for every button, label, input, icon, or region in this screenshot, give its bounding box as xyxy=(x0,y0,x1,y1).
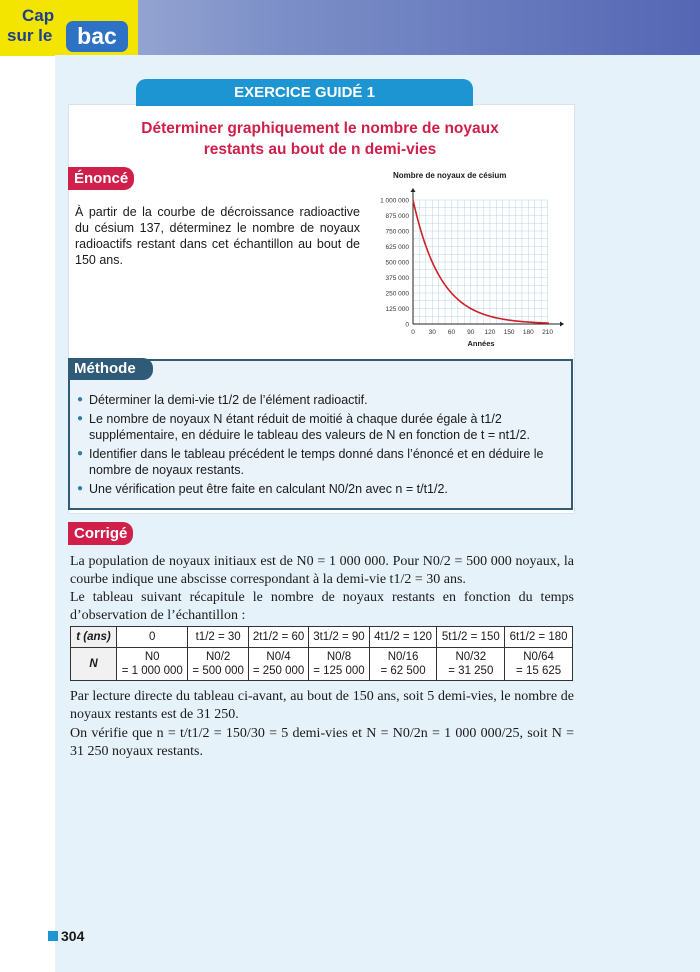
decay-chart xyxy=(368,164,568,354)
cell-top: N0 xyxy=(144,651,160,663)
table-row xyxy=(71,627,573,648)
logo xyxy=(0,0,138,56)
table-cell: 6t1/2 = 180 xyxy=(505,627,573,648)
corrige-paragraph-2: Le tableau suivant récapitule le nombre de noyaux restants en fonction du temps d’observation de l’échantillon : xyxy=(70,590,574,623)
cell-top: N0/32 xyxy=(455,651,487,663)
chart-xlabel: Années xyxy=(467,339,495,348)
table-cell xyxy=(369,648,437,681)
corrige-paragraph-4: On vérifie que n = t/t1/2 = 150/30 = 5 demi-vies et N = N0/2n = 1 000 000/25, soit N = 31 250 noyaux restants. xyxy=(70,726,574,759)
chart-yticks xyxy=(380,198,409,329)
cell-top: N0/2 xyxy=(206,651,231,663)
exercise-subtitle xyxy=(130,118,510,160)
results-table xyxy=(70,626,573,681)
chart-ytick-label: 375 000 xyxy=(385,275,409,282)
chart-xtick-label: 0 xyxy=(411,329,415,336)
chart-xtick-label: 120 xyxy=(484,329,496,336)
exercise-header: EXERCICE GUIDÉ 1 xyxy=(136,79,473,106)
chart-xtick-label: 60 xyxy=(447,329,456,336)
chart-xtick-label: 210 xyxy=(542,329,554,336)
chart-ytick-label: 875 000 xyxy=(385,213,409,220)
corrige-label: Corrigé xyxy=(68,522,133,545)
table-cell xyxy=(248,648,308,681)
cell-top: N0/16 xyxy=(387,651,419,663)
table-cell xyxy=(505,648,573,681)
methode-item: ● Le nombre de noyaux N étant réduit de moitié à chaque durée égale à t1/2 supplémentaire, en déduire le tableau des valeurs de N en fonction de t = nt1/2. xyxy=(77,411,567,443)
chart-ytick-label: 125 000 xyxy=(385,306,409,313)
table-cell: 4t1/2 = 120 xyxy=(369,627,437,648)
chart-ytick-label: 0 xyxy=(405,321,409,329)
chart-xtick-label: 30 xyxy=(428,329,436,336)
logo-bac: bac xyxy=(66,21,128,52)
cell-bottom: = 15 625 xyxy=(516,665,562,677)
exercise-subtitle-line2: restants au bout de n demi-vies xyxy=(203,141,437,158)
methode-item: ● Identifier dans le tableau précédent le temps donné dans l’énoncé et en déduire le nombre de noyaux restants. xyxy=(77,446,567,478)
logo-line1: Cap xyxy=(22,6,55,25)
table-cell: 0 xyxy=(117,627,188,648)
chart-xticks xyxy=(411,329,553,336)
logo-line2: sur le xyxy=(7,26,53,45)
cell-bottom: = 1 000 000 xyxy=(121,665,183,677)
chart-ylabel: Nombre de noyaux de césium xyxy=(393,171,507,180)
table-cell xyxy=(188,648,248,681)
enonce-label: Énoncé xyxy=(68,167,134,190)
table-cell xyxy=(117,648,188,681)
chart-ytick-label: 250 000 xyxy=(385,290,409,298)
table-cell xyxy=(437,648,505,681)
cell-bottom: = 125 000 xyxy=(313,665,365,677)
table-cell: 2t1/2 = 60 xyxy=(248,627,308,648)
methode-item: ● Déterminer la demi-vie t1/2 de l’élément radioactif. xyxy=(77,392,567,408)
chart-ytick-label: 750 000 xyxy=(385,228,409,236)
chart-ytick-label: 1 000 000 xyxy=(380,197,409,205)
table-cell: t1/2 = 30 xyxy=(188,627,248,648)
cell-bottom: = 500 000 xyxy=(192,665,244,677)
chart-y-arrow xyxy=(411,188,416,192)
cell-top: N0/4 xyxy=(266,651,291,663)
table-row xyxy=(71,648,573,681)
exercise-subtitle-line1: Déterminer graphiquement le nombre de noyaux xyxy=(141,120,499,137)
chart-ytick-label: 500 000 xyxy=(385,259,409,267)
cell-bottom: = 62 500 xyxy=(380,665,426,677)
chart-xtick-label: 90 xyxy=(467,329,475,336)
footer-square-icon xyxy=(48,931,58,941)
corrige-paragraph-3: Par lecture directe du tableau ci-avant, au bout de 150 ans, soit 5 demi-vies, le nombre de noyaux restants est de 31 250. xyxy=(70,689,574,722)
table-cell xyxy=(309,648,369,681)
chart-x-arrow xyxy=(560,322,564,327)
methode-list xyxy=(77,392,567,500)
chart-ytick-label: 625 000 xyxy=(385,244,409,251)
table-row-header: t (ans) xyxy=(71,627,117,648)
enonce-text: À partir de la courbe de décroissance radioactive du césium 137, déterminez le nombre de noyaux radioactifs restant dans cet échantillon au bout de 150 ans. xyxy=(75,205,360,267)
page-number: 304 xyxy=(61,928,85,944)
methode-item: ● Une vérification peut être faite en calculant N0/2n avec n = t/t1/2. xyxy=(77,481,567,497)
methode-label: Méthode xyxy=(68,358,153,380)
chart-grid xyxy=(413,200,548,324)
table-row-header: N xyxy=(71,648,117,681)
chart-xtick-label: 150 xyxy=(503,329,515,336)
cell-bottom: = 250 000 xyxy=(252,665,305,677)
cell-top: N0/64 xyxy=(523,651,554,663)
table-cell: 3t1/2 = 90 xyxy=(309,627,369,648)
cell-bottom: = 31 250 xyxy=(448,665,494,677)
chart-xtick-label: 180 xyxy=(522,329,534,336)
table-cell: 5t1/2 = 150 xyxy=(437,627,505,648)
corrige-paragraph-1: La population de noyaux initiaux est de N0 = 1 000 000. Pour N0/2 = 500 000 noyaux, la courbe indique une abscisse correspondant à la demi-vie t1/2 = 30 ans. xyxy=(70,554,574,587)
cell-top: N0/8 xyxy=(326,651,352,663)
